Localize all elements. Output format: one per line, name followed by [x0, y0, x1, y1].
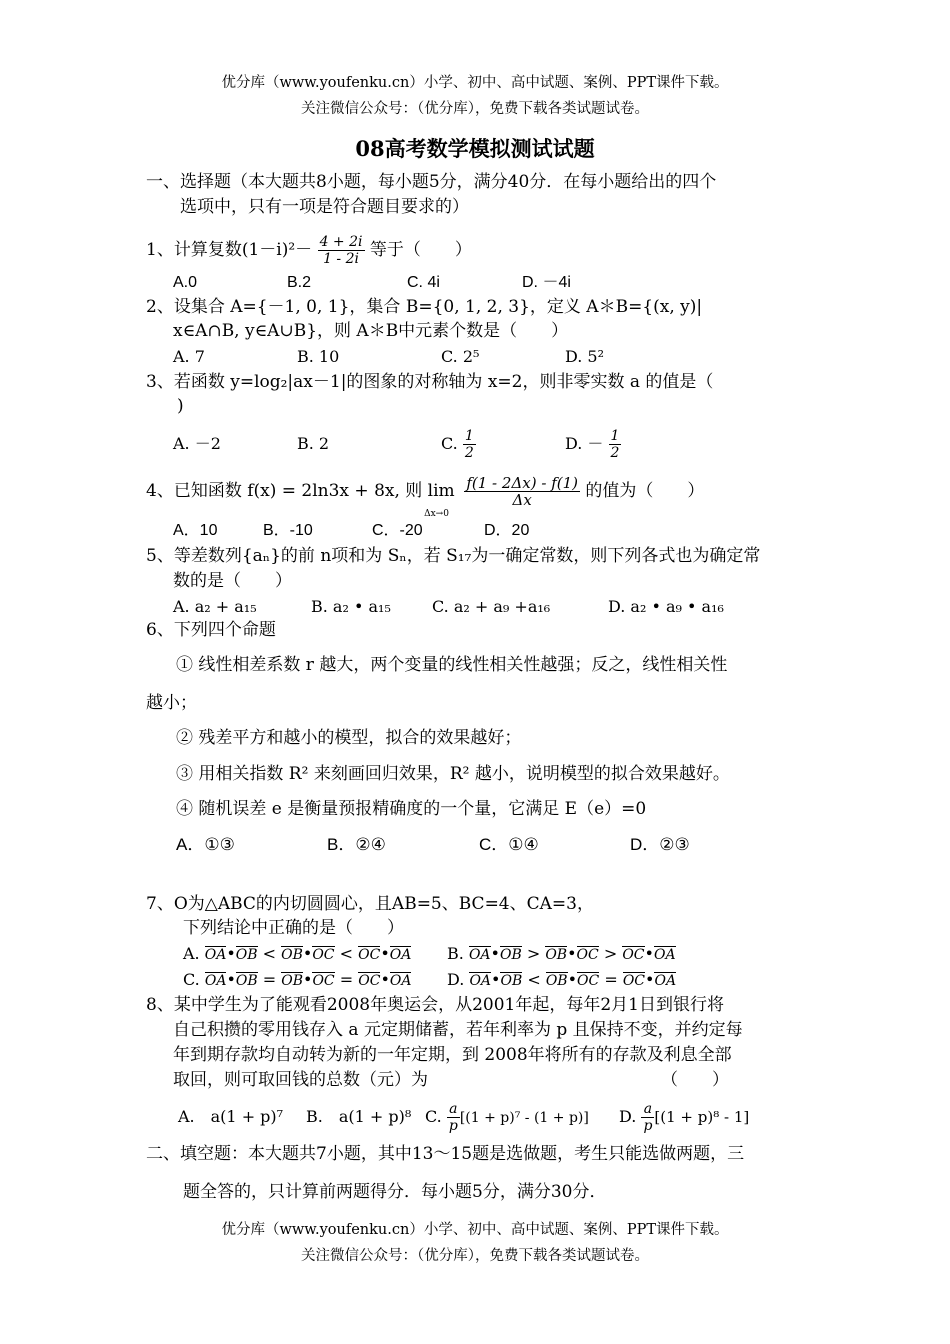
q7-a-vec-oc-2: OC	[358, 947, 381, 963]
q7-d-vec-oa: OA	[469, 973, 492, 989]
q1-option-a: A.0	[173, 274, 198, 291]
section1-heading: 一、选择题（本大题共8小题，每小题5分，满分40分．在每小题给出的四个	[146, 172, 717, 192]
q7-d-eq: =	[604, 970, 618, 989]
q6-option-d: D．②③	[630, 835, 690, 854]
section2-heading-cont: 题全答的，只计算前两题得分．每小题5分，满分30分．	[183, 1182, 607, 1202]
q7-d-vec-oc-2: OC	[622, 973, 646, 989]
page-title: 08高考数学模拟测试试题	[355, 136, 595, 161]
q7-d-vec-ob: OB	[500, 973, 523, 989]
q8-d-label: D.	[619, 1107, 637, 1126]
question-2: 2、设集合 A={－1, 0, 1}，集合 B={0, 1, 2, 3}，定义 A＊B={(x, y)|	[146, 297, 703, 317]
q7-option-b	[447, 943, 676, 966]
q7-c-eq-2: =	[339, 970, 354, 989]
q4-option-c: C．-20	[372, 522, 423, 539]
q7-c-dot-2: •	[303, 970, 313, 989]
q4-stem: 4、已知函数 f(x) = 2ln3x + 8x, 则 lim	[146, 481, 455, 501]
q3-d-num: 1	[610, 428, 620, 444]
q7-b-vec-oa: OA	[468, 947, 491, 963]
q3-option-b: B. 2	[297, 434, 330, 453]
question-3: 3、若函数 y=log₂|ax－1|的图象的对称轴为 x=2，则非零实数 a 的值是（	[146, 372, 714, 392]
q7-a-lt-1: <	[262, 944, 277, 963]
question-8-line-2: 自己积攒的零用钱存入 a 元定期储蓄，若年利率为 p 且保持不变，并约定每	[173, 1020, 743, 1040]
q3-c-den: 2	[464, 445, 474, 461]
section2-heading: 二、填空题：本大题共7小题，其中13～15题是选做题，考生只能选做两题，三	[146, 1144, 745, 1164]
q7-b-gt-1: >	[526, 944, 541, 963]
q8-c-den: p	[448, 1118, 458, 1134]
q7-c-vec-oa-2: OA	[389, 973, 412, 989]
q1-option-b: B.2	[287, 274, 312, 291]
q7-b-vec-oa-2: OA	[653, 947, 676, 963]
q7-b-vec-ob: OB	[499, 947, 522, 963]
q2-option-a: A. 7	[173, 347, 205, 366]
q4-frac-den: Δx	[512, 491, 532, 509]
q8-option-d	[619, 1096, 749, 1138]
q6-option-a: A．①③	[176, 835, 235, 854]
q7-a-vec-oc: OC	[312, 947, 335, 963]
q7-c-label: C.	[183, 970, 200, 989]
q3-d-den: 2	[610, 445, 620, 461]
q3-option-c-label: C.	[441, 434, 458, 453]
q1-option-d: D. －4i	[522, 274, 571, 291]
question-8-line-3: 年到期存款均自动转为新的一年定期，到 2008年将所有的存款及利息全部	[173, 1045, 732, 1065]
q2-option-b: B. 10	[297, 347, 340, 366]
q4-limit-sub: Δx→0	[424, 509, 449, 519]
q7-c-vec-ob-2: OB	[281, 973, 304, 989]
q8-answer-blank: （ ）	[661, 1070, 729, 1090]
q6-proposition-3: ③ 用相关指数 R² 来刻画回归效果，R² 越小，说明模型的拟合效果越好。	[176, 764, 730, 784]
q7-a-vec-ob-2: OB	[281, 947, 303, 963]
q6-option-b: B．②④	[327, 835, 386, 854]
q7-c-eq-1: =	[262, 970, 277, 989]
q7-b-vec-oc: OC	[576, 947, 599, 963]
header-line-2: 关注微信公众号：（优分库），免费下载各类试题试卷。	[301, 101, 649, 117]
q3-option-d	[565, 423, 621, 465]
q8-c-fraction	[447, 1101, 460, 1134]
q7-b-dot-2: •	[567, 944, 577, 963]
q7-b-dot-1: •	[490, 944, 500, 963]
q7-a-dot-3: •	[380, 944, 390, 963]
q6-proposition-2: ② 残差平方和越小的模型，拟合的效果越好；	[176, 728, 522, 748]
q7-c-dot-3: •	[380, 970, 390, 989]
question-5-cont: 数的是（ ）	[173, 571, 292, 591]
question-8: 8、某中学生为了能观看2008年奥运会，从2001年起，每年2月1日到银行将	[146, 995, 724, 1015]
question-6: 6、下列四个命题	[146, 620, 276, 640]
header-line-1: 优分库（www.youfenku.cn）小学、初中、高中试题、案例、PPT课件下载。	[221, 75, 729, 91]
q4-option-b: B．-10	[263, 522, 313, 539]
q3-option-d-label: D. －	[565, 434, 604, 453]
footer-line-1: 优分库（www.youfenku.cn）小学、初中、高中试题、案例、PPT课件下载。	[221, 1222, 729, 1238]
q7-a-dot-1: •	[226, 944, 236, 963]
q3-option-c	[441, 423, 476, 465]
q7-b-vec-oc-2: OC	[622, 947, 645, 963]
q3-d-fraction	[609, 428, 622, 461]
q8-d-den: p	[643, 1118, 653, 1134]
q7-b-gt-2: >	[603, 944, 618, 963]
q1-stem: 1、计算复数(1－i)²－	[146, 240, 313, 260]
q4-stem-end: 的值为（ ）	[585, 481, 705, 501]
q5-option-c: C. a₂ + a₉ +a₁₆	[432, 597, 551, 616]
q6-proposition-4: ④ 随机误差 e 是衡量预报精确度的一个量，它满足 E（e）=0	[176, 799, 647, 819]
q7-d-dot-1: •	[491, 970, 501, 989]
q6-proposition-1-cont: 越小；	[146, 693, 197, 713]
q6-option-c: C．①④	[479, 835, 539, 854]
q7-c-vec-oa: OA	[204, 973, 227, 989]
q7-d-dot-3: •	[645, 970, 655, 989]
q7-b-vec-ob-2: OB	[545, 947, 568, 963]
q7-c-vec-oc-2: OC	[358, 973, 381, 989]
q8-option-a: A. a(1 + p)⁷	[178, 1107, 284, 1126]
q7-d-label: D.	[447, 970, 465, 989]
q3-c-fraction	[463, 428, 476, 461]
question-3-cont: )	[177, 396, 184, 416]
q8-option-b: B. a(1 + p)⁸	[306, 1107, 412, 1126]
q7-a-vec-oa: OA	[204, 947, 227, 963]
q8-c-label: C.	[425, 1107, 442, 1126]
q8-c-num: a	[447, 1101, 460, 1118]
q6-proposition-1: ① 线性相差系数 r 越大，两个变量的线性相关性越强；反之，线性相关性	[176, 655, 728, 675]
q7-d-vec-oa-2: OA	[654, 973, 677, 989]
q1-option-c: C. 4i	[407, 274, 440, 291]
q4-frac-num: f(1 - 2Δx) - f(1)	[466, 474, 578, 492]
q1-stem-end: 等于（ ）	[369, 240, 472, 260]
q7-b-label: B.	[447, 944, 464, 963]
q5-option-b: B. a₂ • a₁₅	[311, 597, 391, 616]
q7-c-vec-ob: OB	[235, 973, 258, 989]
q4-option-d: D．20	[484, 522, 530, 539]
q7-b-dot-3: •	[644, 944, 654, 963]
q7-option-c	[183, 969, 411, 992]
question-1	[146, 234, 472, 267]
q1-fraction	[318, 234, 365, 267]
q4-option-a: A．10	[173, 522, 218, 539]
q7-a-vec-ob: OB	[235, 947, 258, 963]
question-2-cont: x∈A∩B, y∈A∪B}，则 A＊B中元素个数是（ ）	[173, 321, 569, 341]
q8-option-c	[425, 1096, 589, 1139]
q7-d-vec-ob-2: OB	[545, 973, 568, 989]
footer-line-2: 关注微信公众号：（优分库），免费下载各类试题试卷。	[301, 1248, 649, 1264]
q7-a-dot-2: •	[302, 944, 313, 963]
q8-c-expr: [(1 + p)⁷ - (1 + p)]	[459, 1110, 589, 1126]
question-5: 5、等差数列{aₙ}的前 n项和为 Sₙ，若 S₁₇为一确定常数，则下列各式也为确定常	[146, 546, 761, 566]
q7-d-vec-oc: OC	[577, 973, 600, 989]
q8-d-num: a	[641, 1101, 654, 1118]
q7-option-d	[447, 969, 676, 992]
q7-d-dot-2: •	[567, 970, 578, 989]
q1-frac-den: 1 - 2i	[323, 251, 359, 267]
q7-option-a	[183, 943, 411, 966]
q3-option-a: A. －2	[173, 434, 221, 453]
q7-a-vec-oa-2: OA	[389, 947, 412, 963]
q3-c-num: 1	[464, 428, 474, 444]
q5-option-d: D. a₂ • a₉ • a₁₆	[608, 597, 724, 616]
q1-frac-num: 4 + 2i	[319, 234, 363, 250]
q7-a-label: A.	[183, 944, 200, 963]
q7-c-vec-oc: OC	[312, 973, 335, 989]
q7-a-lt-2: <	[339, 944, 354, 963]
question-7-cont: 下列结论中正确的是（ ）	[183, 918, 404, 938]
q2-option-d: D. 5²	[565, 347, 605, 366]
question-8-line-4: 取回，则可取回钱的总数（元）为	[173, 1070, 428, 1090]
section1-heading-cont: 选项中，只有一项是符合题目要求的）	[180, 197, 469, 217]
q4-fraction	[464, 475, 580, 508]
q7-d-lt: <	[527, 970, 541, 989]
question-4	[146, 470, 705, 519]
q7-c-dot-1: •	[226, 970, 236, 989]
question-7: 7、O为△ABC的内切圆圆心，且AB=5、BC=4、CA=3，	[146, 894, 594, 914]
q5-option-a: A. a₂ + a₁₅	[173, 597, 257, 616]
q2-option-c: C. 2⁵	[441, 347, 480, 366]
q8-d-expr: [(1 + p)⁸ - 1]	[654, 1108, 750, 1126]
q8-d-fraction	[641, 1101, 654, 1134]
